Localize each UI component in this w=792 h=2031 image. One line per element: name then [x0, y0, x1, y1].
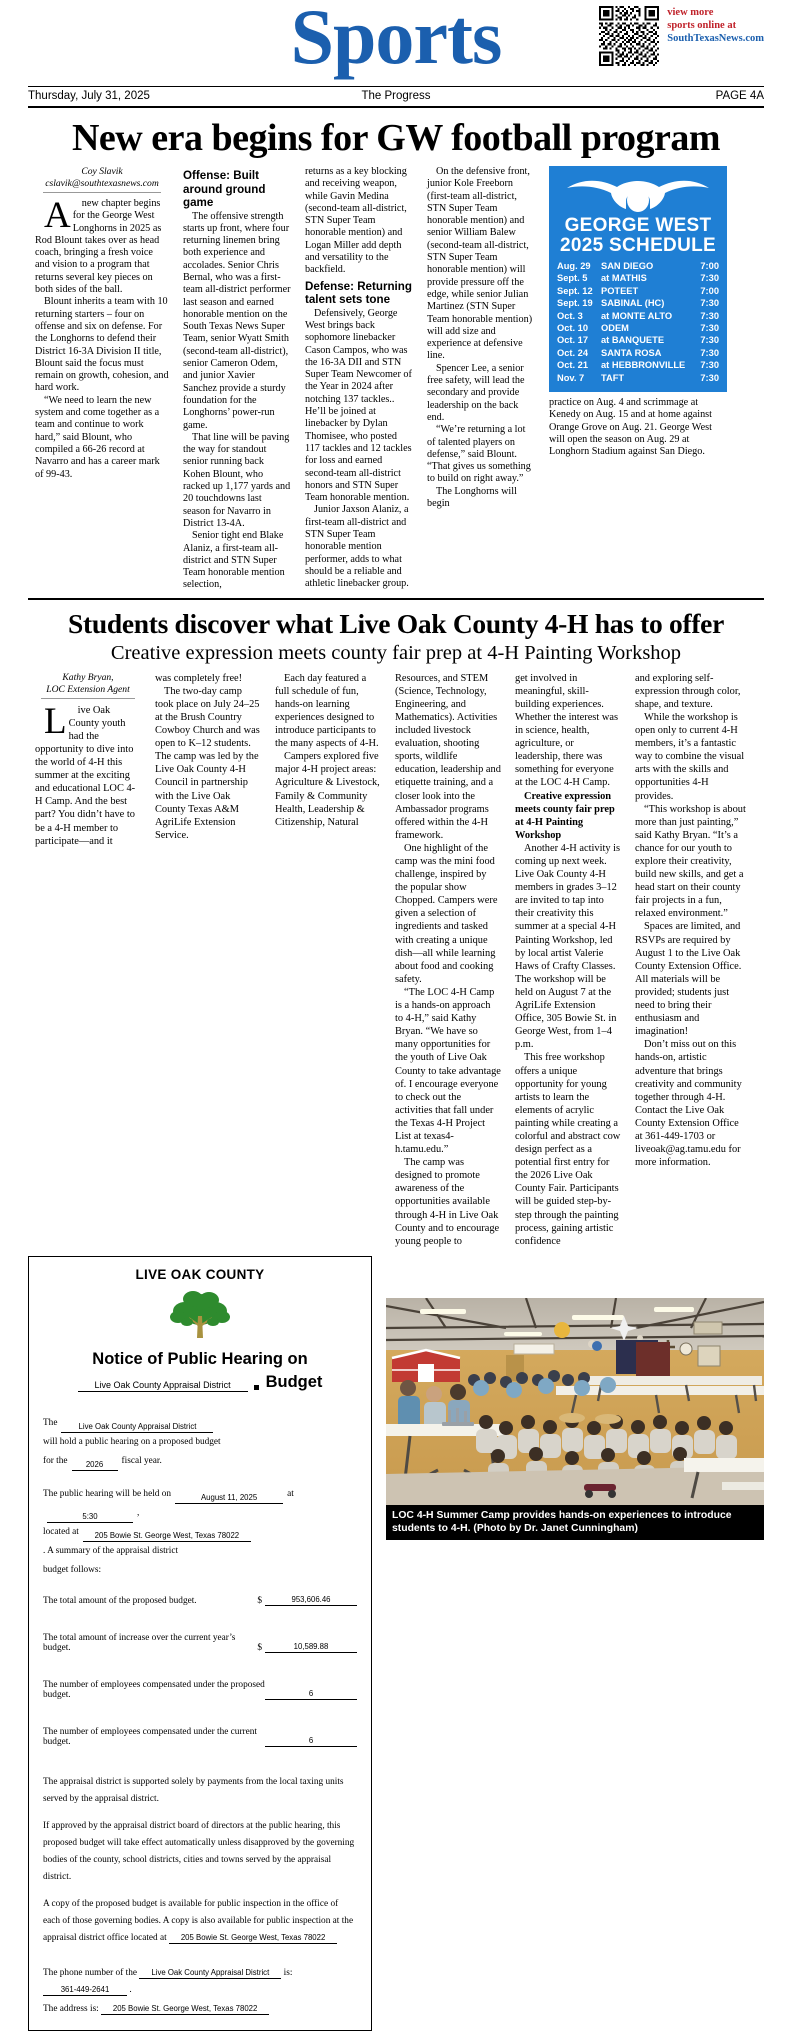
- legal-item-currency: $: [257, 1595, 262, 1606]
- legal-intro-block: [43, 1414, 357, 1580]
- section-title: Sports: [290, 0, 502, 80]
- article2-paragraph: Don’t miss out on this hands-on, artistic adventure that brings creativity and community together through 4-H. Contact the Live Oak County Extension Office at 361-449-1703 or liveoak@ag.tamu.edu for more information.: [635, 1039, 742, 1169]
- schedule-opponent: SABINAL (HC): [601, 298, 665, 309]
- schedule-date: Sept. 19: [557, 298, 593, 309]
- article1-paragraph: That line will be paving the way for standout senior running back Kohen Blount, who racked up 1,177 yards and 20 touchdowns last season for Navarro in District 13-4A.: [183, 431, 291, 529]
- legal-address-a: The address is:: [43, 2003, 99, 2014]
- article1-paragraph: “We’re returning a lot of talented players on defense,” said Blount. “That gives us something to build on right away.”: [427, 424, 531, 485]
- legal-item-label: The total amount of increase over the current year’s budget.: [43, 1632, 236, 1653]
- drop-cap: A: [44, 195, 71, 236]
- schedule-time: 7:30: [700, 310, 719, 321]
- schedule-opponent: at HEBBRONVILLE: [601, 360, 686, 371]
- schedule-opponent: POTEET: [601, 285, 639, 296]
- article2-paragraph: was completely free!: [155, 672, 243, 684]
- checkbox-icon: [254, 1385, 259, 1390]
- qr-code-icon[interactable]: [599, 6, 659, 66]
- byline-title: LOC Extension Agent: [46, 683, 130, 695]
- article1-p1-text: new chapter begins for the George West Longhorns in 2025 as Rod Blount takes over as head coach, bringing a fresh voice and vision to a program that returns several key pieces on both sides of the ball.: [35, 198, 162, 296]
- article2-column-3: [268, 672, 388, 1248]
- qr-line-2: sports online at: [667, 20, 737, 31]
- article2-paragraph: get involved in meaningful, skill-building experiences. Whether the interest was in science, health, agriculture, or leadership, there was something for everyone at the LOC 4-H Camp.: [515, 672, 618, 789]
- qr-site-link[interactable]: SouthTexasNews.com: [667, 33, 764, 44]
- article2-paragraph: The camp was designed to promote awareness of the opportunities available through 4-H in Live Oak County and to encourage young people to: [395, 1157, 500, 1247]
- schedule-time: 7:00: [700, 261, 719, 271]
- schedule-row: [557, 297, 719, 309]
- article2-paragraph: One highlight of the camp was the mini food challenge, inspired by the popular show Chopped. Campers were given a selection of ingredients and tasked with creating a unique dish—all while learning about food and cooking safety.: [395, 842, 498, 985]
- legal-fiscal-year: 2026: [72, 1459, 118, 1471]
- article1-subhead-defense: Defense: Returning talent sets tone: [305, 279, 412, 307]
- article1-column-4: [420, 166, 542, 592]
- schedule-row: [557, 322, 719, 334]
- article2-paragraph: Another 4-H activity is coming up next week. Live Oak County 4-H members in grades 3–12 are invited to tap into their creativity this summer at a special 4-H Painting Workshop, led by local artist Valerie Haws of Crafty Classes. The workshop will be held on August 7 at the AgriLife Extension Office, 305 Bowie St. in George West, from 1–4 p.m.: [515, 842, 621, 1051]
- legal-phone-entity: Live Oak County Appraisal District: [139, 1967, 281, 1979]
- dateline-bar: [28, 87, 764, 106]
- schedule-time: 7:30: [700, 360, 719, 371]
- legal-para-1: The appraisal district is supported solely by payments from the local taxing units served by the appraisal district.: [43, 1776, 344, 1804]
- schedule-date: Sept. 5: [557, 273, 588, 284]
- schedule-team-name: GEORGE WEST: [564, 215, 712, 236]
- schedule-row: [557, 347, 719, 359]
- article1-headline: New era begins for GW football program: [71, 117, 721, 159]
- qr-line-1: view more: [667, 7, 714, 18]
- schedule-table: [557, 260, 719, 384]
- legal-address-value: 205 Bowie St. George West, Texas 78022: [101, 2003, 269, 2015]
- article2-p1-text: ive Oak County youth had the opportunity to dive into the world of 4-H this summer at the exciting and educational LOC 4-H Camp. And the best part? You didn’t have to be a 4-H member to participate—and it: [35, 704, 136, 847]
- article2-column-5: [508, 672, 628, 1248]
- publication-date: Thursday, July 31, 2025: [28, 90, 150, 102]
- schedule-time: 7:30: [700, 372, 719, 383]
- legal-item-label: The total amount of the proposed budget.: [43, 1595, 197, 1606]
- article1-paragraph: Junior Jaxson Alaniz, a first-team all-district and STN Super Team honorable mention performer, adds to what should be a reliable and athletic linebacker group.: [305, 504, 409, 590]
- legal-item-label: The number of employees compensated under the current budget.: [43, 1726, 258, 1747]
- legal-intro-row2: [43, 1452, 357, 1471]
- legal-title-word: Budget: [265, 1372, 323, 1391]
- article2-subhead-workshop: Creative expression meets county fair prep at 4-H Painting Workshop: [515, 790, 615, 841]
- schedule-opponent: ODEM: [601, 323, 629, 334]
- schedule-row: [557, 260, 719, 272]
- legal-hearing-time: 5:30: [47, 1511, 133, 1523]
- legal-item-value: 10,589.88: [265, 1641, 357, 1653]
- article1-paragraph: Senior tight end Blake Alaniz, a first-team all-district and STN Super Team honorable mention selection,: [183, 530, 285, 591]
- legal-hearing-a: The public hearing will be held on: [43, 1488, 172, 1499]
- section-divider: [28, 598, 764, 600]
- legal-phone-number: 361-449-2641: [43, 1984, 127, 1996]
- schedule-date: Oct. 3: [557, 310, 583, 321]
- article2-byline: [35, 672, 141, 696]
- article2-paragraph: “This workshop is about more than just painting,” said Kathy Bryan. “It’s a chance for our youth to explore their creativity, build new skills, and get a head start on their county fair projects in a fun, relaxed environment.”: [635, 803, 746, 920]
- article1-paragraph: practice on Aug. 4 and scrimmage at Kenedy on Aug. 15 and at home against Orange Grove on Aug. 21. George West will open the season on Aug. 29 at Longhorn Stadium against San Diego.: [549, 397, 712, 458]
- schedule-time: 7:30: [700, 273, 719, 284]
- article2-columns: [28, 672, 764, 1248]
- legal-intro-b: will hold a public hearing on a proposed budget: [43, 1436, 221, 1447]
- schedule-time: 7:30: [700, 298, 719, 309]
- schedule-date: Oct. 10: [557, 323, 589, 334]
- legal-item-value-wrap: [265, 1688, 357, 1700]
- legal-item-value-wrap: [257, 1641, 357, 1653]
- masthead: [28, 0, 764, 84]
- legal-intro-d: fiscal year.: [121, 1455, 162, 1466]
- article1-paragraph: Defensively, George West brings back sophomore linebacker Cason Campos, who was the 16-3A DII and STN Super Team Newcomer of the Year in 2024 after notching 137 tackles.. He’ll be joined at linebacker by Dylan Thomisee, who posted 117 tackles and 12 tackles for loss and earned second-team all-district honors and STN Super Team honorable mention.: [305, 307, 412, 504]
- article1-column-5: [542, 166, 730, 592]
- legal-hearing-date: August 11, 2025: [175, 1492, 283, 1504]
- legal-para3-text: A copy of the proposed budget is available for public inspection in the office of each of those governing bodies. A copy is also available for public inspection at the appraisal district office located at: [43, 1898, 354, 1943]
- legal-intro-a: The: [43, 1417, 58, 1428]
- byline-divider: [41, 698, 134, 699]
- legal-phone-row: [43, 1965, 357, 1999]
- legal-item-row: [43, 1594, 357, 1606]
- article2-paragraph: [35, 700, 141, 848]
- schedule-time: 7:30: [700, 335, 719, 346]
- legal-intro-entity: Live Oak County Appraisal District: [61, 1421, 213, 1433]
- legal-item-value-wrap: [265, 1735, 357, 1747]
- schedule-date: Oct. 24: [557, 347, 589, 358]
- longhorn-logo-icon: [563, 174, 713, 214]
- article1-subhead-offense: Offense: Built around ground game: [183, 169, 266, 209]
- oak-tree-icon: [165, 1286, 235, 1344]
- legal-item-label: The number of employees compensated under the proposed budget.: [43, 1679, 265, 1700]
- legal-address-row: [43, 2001, 357, 2018]
- schedule-time: 7:30: [700, 323, 719, 334]
- schedule-row: [557, 372, 719, 384]
- article2-paragraph: Each day featured a full schedule of fun, hands-on learning experiences designed to introduce participants to the many aspects of 4-H.: [275, 672, 379, 750]
- legal-item-row: [43, 1727, 357, 1747]
- schedule-row: [557, 310, 719, 322]
- schedule-row: [557, 359, 719, 371]
- schedule-date: Oct. 17: [557, 335, 589, 346]
- article1-column-2: [176, 166, 298, 592]
- byline-email: cslavik@southtexasnews.com: [45, 178, 159, 189]
- legal-item-value-wrap: [257, 1594, 357, 1606]
- article1-column-1: [28, 166, 176, 592]
- article1-paragraph: On the defensive front, junior Kole Freeborn (first-team all-district, STN Super Team honorable mention) and senior William Balew (second-team all-district, STN Super Team honorable mention) will provide pressure off the edge, while senior Julian Martinez (STN Super Team honorable mention) will add size and experience at defensive line.: [427, 166, 533, 362]
- legal-located-b: . A summary of the appraisal district: [43, 1545, 179, 1556]
- article1-paragraph: returns as a key blocking and receiving weapon, while Gavin Medina (second-team all-district, STN Super Team honorable mention) and Logan Miller add depth and versatility to the backfield.: [305, 166, 407, 276]
- photo-caption: LOC 4-H Summer Camp provides hands-on experiences to introduce students to 4-H. (Photo by Dr. Janet Cunningham): [386, 1505, 764, 1540]
- schedule-opponent: SANTA ROSA: [601, 347, 662, 358]
- legal-located-a: located at: [43, 1526, 79, 1537]
- byline-author: Kathy Bryan,: [62, 671, 114, 683]
- legal-title-entity: Live Oak County Appraisal District: [78, 1380, 248, 1392]
- article2-headline: Students discover what Live Oak County 4-H has to offer: [67, 607, 724, 639]
- legal-item-value: 6: [265, 1735, 357, 1747]
- legal-item-value: 6: [265, 1688, 357, 1700]
- legal-notice-box: [28, 1256, 372, 2031]
- schedule-date: Oct. 21: [557, 360, 589, 371]
- camp-photo: [386, 1298, 764, 1505]
- legal-item-row: [43, 1680, 357, 1700]
- legal-para3-address: 205 Bowie St. George West, Texas 78022: [169, 1932, 337, 1944]
- page-number: PAGE 4A: [715, 90, 764, 102]
- article2-column-4: [388, 672, 508, 1248]
- article2-paragraph: and exploring self-expression through color, shape, and texture.: [635, 672, 741, 710]
- legal-located-address: 205 Bowie St. George West, Texas 78022: [83, 1530, 251, 1542]
- byline-divider: [43, 192, 161, 193]
- legal-intro-c: for the: [43, 1455, 68, 1466]
- legal-county-header: LIVE OAK COUNTY: [135, 1266, 265, 1282]
- schedule-row: [557, 334, 719, 346]
- legal-phone-b: is:: [283, 1967, 293, 1978]
- schedule-year-label: 2025 SCHEDULE: [560, 235, 716, 256]
- article1-paragraph: The Longhorns will begin: [427, 485, 517, 510]
- qr-promo-text: [667, 6, 764, 45]
- article2-column-2: [148, 672, 268, 1248]
- schedule-row: [557, 285, 719, 297]
- schedule-time: 7:30: [700, 347, 719, 358]
- article1-paragraph: The offensive strength starts up front, where four returning linemen bring both experience and accolades. Senior Chris Bernal, who was a first-team all-district performer last season and earned honorable mention on the South Texas News Super Team, senior Wyatt Smith (second-team all-district), senior Cameron Odem, and junior Xavier Sanchez provide a sturdy foundation for the Longhorns’ power-run game.: [183, 210, 291, 431]
- legal-hearing-c: ,: [137, 1507, 140, 1518]
- byline-author: Coy Slavik: [81, 166, 123, 177]
- article1-byline: [35, 166, 169, 190]
- schedule-opponent: TAFT: [601, 372, 625, 383]
- article1-paragraph: Blount inherits a team with 10 returning starters – four on offense and six on defense. For the Longhorns to defend their District 16-3A Division II title, Blount said the focus must remain on growth, cohesion, and hard work.: [35, 296, 169, 394]
- photo-block: [386, 1298, 764, 1540]
- article2-paragraph: Resources, and STEM (Science, Technology, Engineering, and Mathematics). Activities included livestock evaluation, shooting sports, wildlife education, leadership and etiquette training, and a closer look into the Ambassador programs offered within the 4-H framework.: [395, 672, 501, 841]
- legal-intro-row1: [43, 1414, 357, 1452]
- publication-name: The Progress: [361, 90, 431, 102]
- legal-items-list: [43, 1594, 357, 1747]
- schedule-opponent: at MATHIS: [601, 273, 647, 284]
- schedule-date: Sept. 12: [557, 285, 593, 296]
- article2-paragraph: “The LOC 4-H Camp is a hands-on approach to 4-H,” said Kathy Bryan. “We have so many opportunities for the youth of Live Oak County to take advantage of. I encourage everyone to check out the activities that fall under the Texas 4-H Project List at texas4-h.tamu.edu.”: [395, 986, 501, 1156]
- legal-hearing-b: at: [287, 1488, 294, 1499]
- legal-phone-c: .: [129, 1984, 132, 1995]
- article2-column-1: [28, 672, 148, 1248]
- schedule-opponent: SAN DIEGO: [601, 261, 654, 271]
- schedule-opponent: at MONTE ALTO: [601, 310, 673, 321]
- schedule-date: Nov. 7: [557, 372, 585, 383]
- legal-hearing-row1: [43, 1485, 357, 1523]
- legal-item-row: [43, 1633, 357, 1653]
- legal-item-currency: $: [257, 1642, 262, 1653]
- article1-column-3: [298, 166, 420, 592]
- schedule-date: Aug. 29: [557, 261, 591, 271]
- article1-paragraph: Spencer Lee, a senior free safety, will lead the secondary and provide leadership on the back end.: [427, 362, 525, 423]
- legal-hearing-row2: [43, 1523, 357, 1561]
- article1-paragraph: [35, 195, 169, 296]
- schedule-opponent: at BANQUETE: [601, 335, 665, 346]
- masthead-rule-bottom: [28, 106, 764, 108]
- drop-cap: L: [44, 700, 67, 742]
- article2-paragraph: The two-day camp took place on July 24–25 at the Brush Country Cowboy Church and was open to K–12 students. The camp was led by the Live Oak County 4-H Council in partnership with the Live Oak County Texas A&M AgriLife Extension Service.: [155, 685, 260, 841]
- legal-item-value: 953,606.46: [265, 1594, 357, 1606]
- article2-paragraph: This free workshop offers a unique opportunity for young artists to learn the elements of acrylic painting while creating a colorful and abstract cow design perfect as a potential first entry for the 2026 Live Oak County Fair. Participants will be guided step-by-step through the painting process, gaining artistic confidence: [515, 1052, 621, 1247]
- article1-paragraph: “We need to learn the new system and come together as a team and continue to work hard,” said Blount, who compiled a 66-26 record at Navarro and has a career mark of 99-43.: [35, 394, 160, 480]
- article2-paragraph: Campers explored five major 4-H project areas: Agriculture & Livestock, Family & Community Health, Leadership & Citizenship, Natural: [275, 751, 380, 828]
- article2-column-6: [628, 672, 748, 1248]
- legal-title-row2: [43, 1373, 357, 1392]
- legal-located-c: budget follows:: [43, 1564, 102, 1575]
- article2-paragraph: Spaces are limited, and RSVPs are required by August 1 to the Live Oak County Extension Office. All materials will be provided; students just need to bring their enthusiasm and imagination!: [635, 921, 742, 1038]
- schedule-row: [557, 272, 719, 284]
- article1-columns: [28, 166, 764, 592]
- legal-title: Notice of Public Hearing on: [92, 1349, 308, 1368]
- legal-phone-a: The phone number of the: [43, 1967, 137, 1978]
- qr-promo-block[interactable]: [599, 6, 764, 66]
- legal-para-2: If approved by the appraisal district board of directors at the public hearing, this proposed budget will take effect automatically unless disapproved by the governing bodies of the county, school districts, cities and towns served by the appraisal district.: [43, 1820, 355, 1882]
- legal-para-3: [43, 1896, 357, 1947]
- article2-paragraph: While the workshop is open only to current 4-H members, it’s a fantastic way to combine the visual arts with the skills and opportunities 4-H provides.: [635, 711, 745, 802]
- schedule-time: 7:00: [700, 285, 719, 296]
- schedule-box: [549, 166, 727, 392]
- article2-deck: Creative expression meets county fair prep at 4-H Painting Workshop: [110, 641, 682, 664]
